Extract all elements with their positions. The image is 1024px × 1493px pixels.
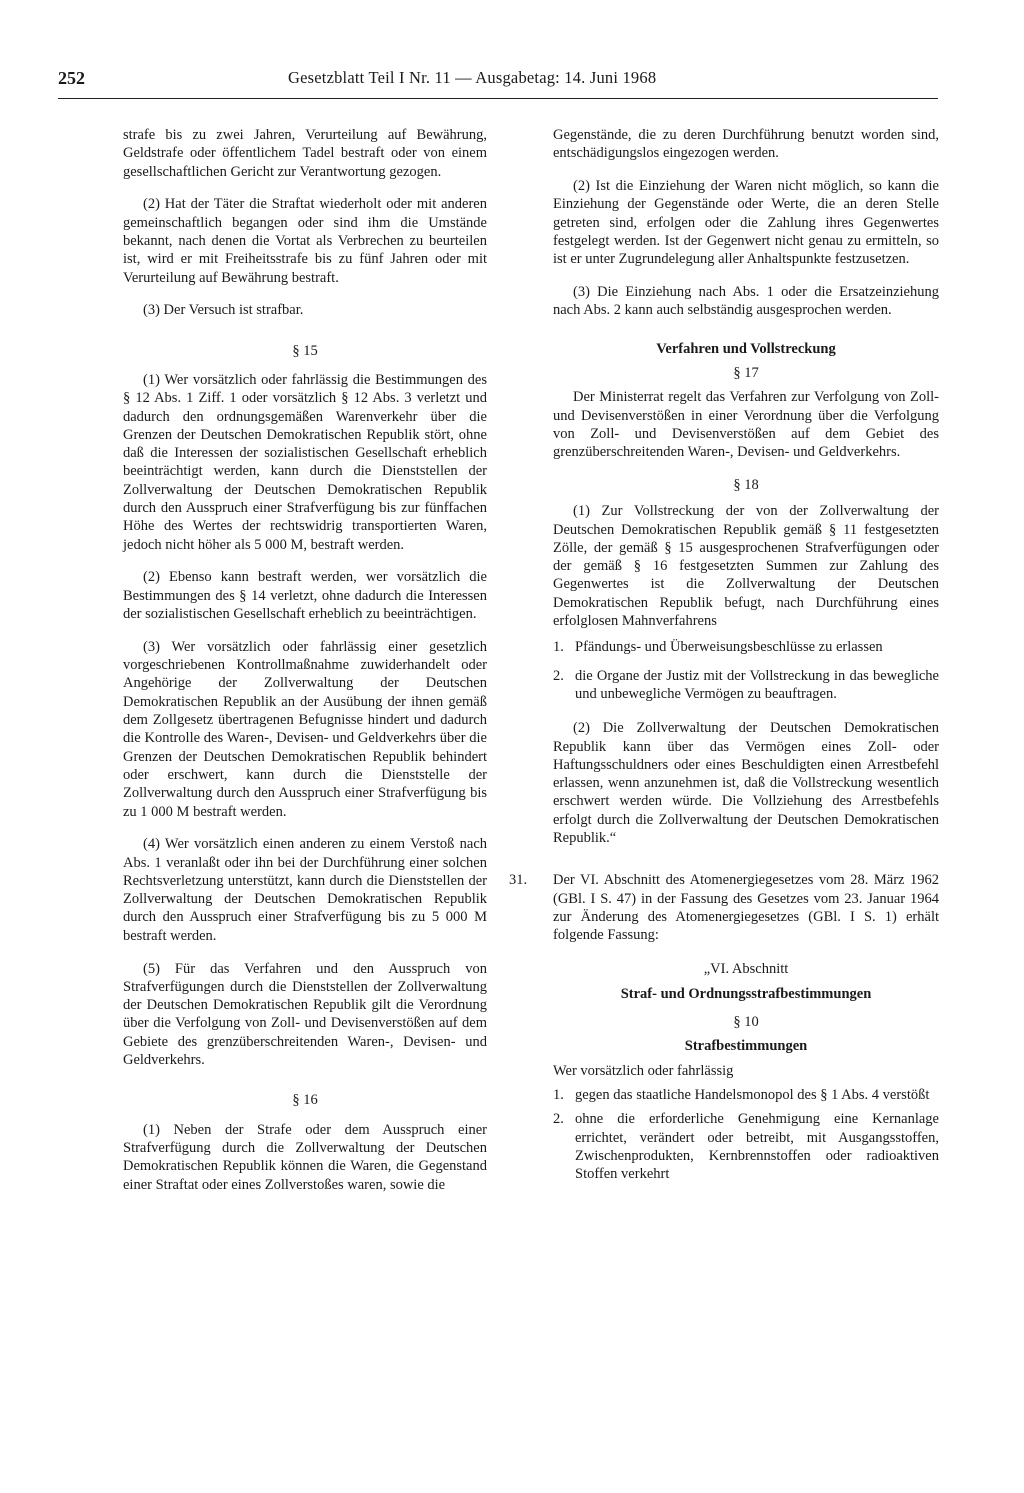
list-text: gegen das staatliche Handelsmonopol des § 1 Abs. 4 verstößt bbox=[575, 1086, 930, 1103]
page-number: 252 bbox=[58, 68, 85, 88]
list-number: 2. bbox=[553, 1111, 564, 1128]
paragraph: (3) Der Versuch ist strafbar. bbox=[143, 302, 304, 319]
list-text: Pfändungs- und Überweisungsbeschlüsse zu erlassen bbox=[575, 639, 883, 656]
list-text: ohne die erforderliche Genehmigung eine Kernanlage errichtet, verändert oder betreibt, mit Ausgangsstoffen, Zwischenprodukten, Kernbrennstoffen oder radioaktiven Stoffen verkehrt bbox=[575, 1111, 939, 1183]
paragraph: (1) Wer vorsätzlich oder fahrlässig die Bestimmungen des § 12 Abs. 1 Ziff. 1 oder vorsätzlich § 12 Abs. 3 verletzt und dadurch den ordnungsgemäßen Warenverkehr über die Grenzen der Deutschen Demokratischen Republik stört, ohne daß die Interessen der sozialistischen Gesellschaft erheblich beeinträchtigt werden, kann durch die Dienststellen der Zollverwaltung der Deutschen Demokratischen Republik durch den Ausspruch einer Strafverfügung bis zur fünffachen Höhe des Wertes der rechtswidrig transportierten Waren, jedoch nicht höher als 5 000 M, bestraft werden. bbox=[123, 371, 487, 553]
paragraph: (3) Wer vorsätzlich oder fahrlässig einer gesetzlich vorgeschriebenen Kontrollmaßnahme zuwiderhandelt oder Angehörige der Zollverwaltung der Deutschen Demokratischen Republik an der Ausübung der ihnen gemäß dem Zollgesetz übertragenen Befugnisse hindert und dadurch die Kontrolle des Waren-, Devisen- und Geldverkehrs über die Grenzen der Deutschen Demokratischen Republik behindert oder erschwert, kann durch die Dienststelle der Zollverwaltung durch den Ausspruch einer Strafverfügung bis zu 1 000 M bestraft werden. bbox=[123, 638, 487, 820]
paragraph: (1) Zur Vollstreckung der von der Zollverwaltung der Deutschen Demokratischen Republik gemäß § 11 festgesetzten Zölle, der gemäß § 15 ausgesprochenen Strafverfügungen oder der gemäß § 16 festgesetzten Summen zur Zahlung des Gegenwertes ist die Zollverwaltung der Deutschen Demokratischen Republik befugt, nach Durchführung eines erfolglosen Mahnverfahrens bbox=[553, 503, 939, 630]
list-number: 2. bbox=[553, 667, 564, 684]
list-item bbox=[553, 667, 939, 704]
right-column bbox=[509, 126, 939, 1193]
heading-verfahren: Verfahren und Vollstreckung bbox=[656, 340, 836, 357]
paragraph: Gegenstände, die zu deren Durchführung benutzt worden sind, entschädigungslos eingezogen werden. bbox=[553, 127, 939, 162]
left-column bbox=[123, 126, 487, 1208]
section-heading-16: § 16 bbox=[292, 1092, 318, 1109]
list-item bbox=[553, 638, 939, 656]
list-number: 1. bbox=[553, 1086, 564, 1103]
paragraph: (2) Ebenso kann bestraft werden, wer vorsätzlich die Bestimmungen des § 14 verletzt, ohne dadurch die Interessen der sozialistischen Gesellschaft erheblich zu beeinträchtigen. bbox=[123, 569, 487, 623]
page-header bbox=[58, 68, 938, 99]
section-heading-18: § 18 bbox=[733, 476, 759, 493]
paragraph: (4) Wer vorsätzlich einen anderen zu einem Verstoß nach Abs. 1 veranlaßt oder ihn bei der Durchführung einer solchen Rechtsverletzung unterstützt, kann durch die Dienststellen der Zollverwaltung der Deutschen Demokratischen Republik durch den Ausspruch einer Strafverfügung bis zu 5 000 M bestraft werden. bbox=[123, 836, 487, 944]
paragraph: (3) Die Einziehung nach Abs. 1 oder die Ersatzeinziehung nach Abs. 2 kann auch selbständig ausgesprochen werden. bbox=[553, 284, 939, 319]
heading-strafbestimmungen: Strafbestimmungen bbox=[684, 1038, 808, 1055]
section-heading-15: § 15 bbox=[292, 342, 318, 359]
paragraph: (1) Neben der Strafe oder dem Ausspruch einer Strafverfügung durch die Zollverwaltung der Deutschen Demokratischen Republik können die Waren, die Gegenstand einer Straftat oder eines Zollverstoßes waren, sowie die bbox=[123, 1121, 487, 1193]
paragraph: (2) Ist die Einziehung der Waren nicht möglich, so kann die Einziehung der Gegenstände oder Werte, die an deren Stelle getreten sind, erfolgen oder die Zahlung ihres Gegenwertes festgelegt werden. Ist der Gegenwert nicht genau zu ermitteln, so ist er unter Zugrundelegung aller Anhaltspunkte festzusetzen. bbox=[553, 178, 939, 268]
paragraph: (5) Für das Verfahren und den Ausspruch von Strafverfügungen durch die Dienststellen der Zollverwaltung der Deutschen Demokratischen Republik gilt die Verordnung über die Verfolgung von Zoll- und Devisenverstößen auf dem Gebiete des grenzüberschreitenden Waren-, Devisen- und Geldverkehrs. bbox=[123, 960, 487, 1069]
list-number: 1. bbox=[553, 639, 564, 656]
amendment-text: Der VI. Abschnitt des Atomenergiegesetzes vom 28. März 1962 (GBl. I S. 47) in der Fassung des Gesetzes vom 23. Januar 1964 zur Änderung des Atomenergiegesetzes (GBl. I S. 1) erhält folgende Fassung: bbox=[553, 872, 939, 944]
section-heading-17: § 17 bbox=[733, 364, 759, 381]
amendment-number: 31. bbox=[509, 872, 528, 889]
paragraph: Wer vorsätzlich oder fahrlässig bbox=[553, 1062, 734, 1079]
paragraph: Der Ministerrat regelt das Verfahren zur Verfolgung von Zoll- und Devisenverstößen in einer Verordnung über die Verfolgung von Zoll- und Devisenverstößen auf dem Gebiet des grenzüberschreitenden Waren-, Devisen- und Geldverkehrs. bbox=[553, 389, 939, 461]
list-item bbox=[553, 1086, 939, 1104]
list-text: die Organe der Justiz mit der Vollstreckung in das bewegliche und unbewegliche Vermögen zu beauftragen. bbox=[575, 667, 939, 702]
running-title: Gesetzblatt Teil I Nr. 11 — Ausgabetag: 14. Juni 1968 bbox=[288, 68, 657, 87]
list-item bbox=[553, 1110, 939, 1183]
amendment-item-31 bbox=[509, 871, 939, 944]
paragraph: (2) Die Zollverwaltung der Deutschen Demokratischen Republik kann über das Vermögen eines Zoll- oder Haftungsschuldners oder eines Beschuldigten einen Arrestbefehl erlassen, wenn anzunehmen ist, daß die Vollstreckung wesentlich erschwert werden würde. Die Vollziehung des Arrestbefehls erfolgt durch die Zollverwaltung der Deutschen Demokratischen Republik.“ bbox=[553, 720, 939, 846]
section-heading-10: § 10 bbox=[733, 1014, 759, 1031]
paragraph: strafe bis zu zwei Jahren, Verurteilung auf Bewährung, Geldstrafe oder öffentlichem Tadel bestraft oder von einem gesellschaftlichen Gericht zur Verantwortung gezogen. bbox=[123, 127, 487, 180]
paragraph: (2) Hat der Täter die Straftat wiederholt oder mit anderen gemeinschaftlich begangen oder sind ihm die Umstände bekannt, nach denen die Vortat als Verbrechen zu beurteilen ist, wird er mit Freiheitsstrafe bis zu fünf Jahren oder mit Verurteilung auf Bewährung bestraft. bbox=[123, 196, 487, 286]
heading-straf: Straf- und Ordnungsstrafbestimmungen bbox=[620, 985, 872, 1002]
chapter-heading: „VI. Abschnitt bbox=[703, 961, 789, 978]
